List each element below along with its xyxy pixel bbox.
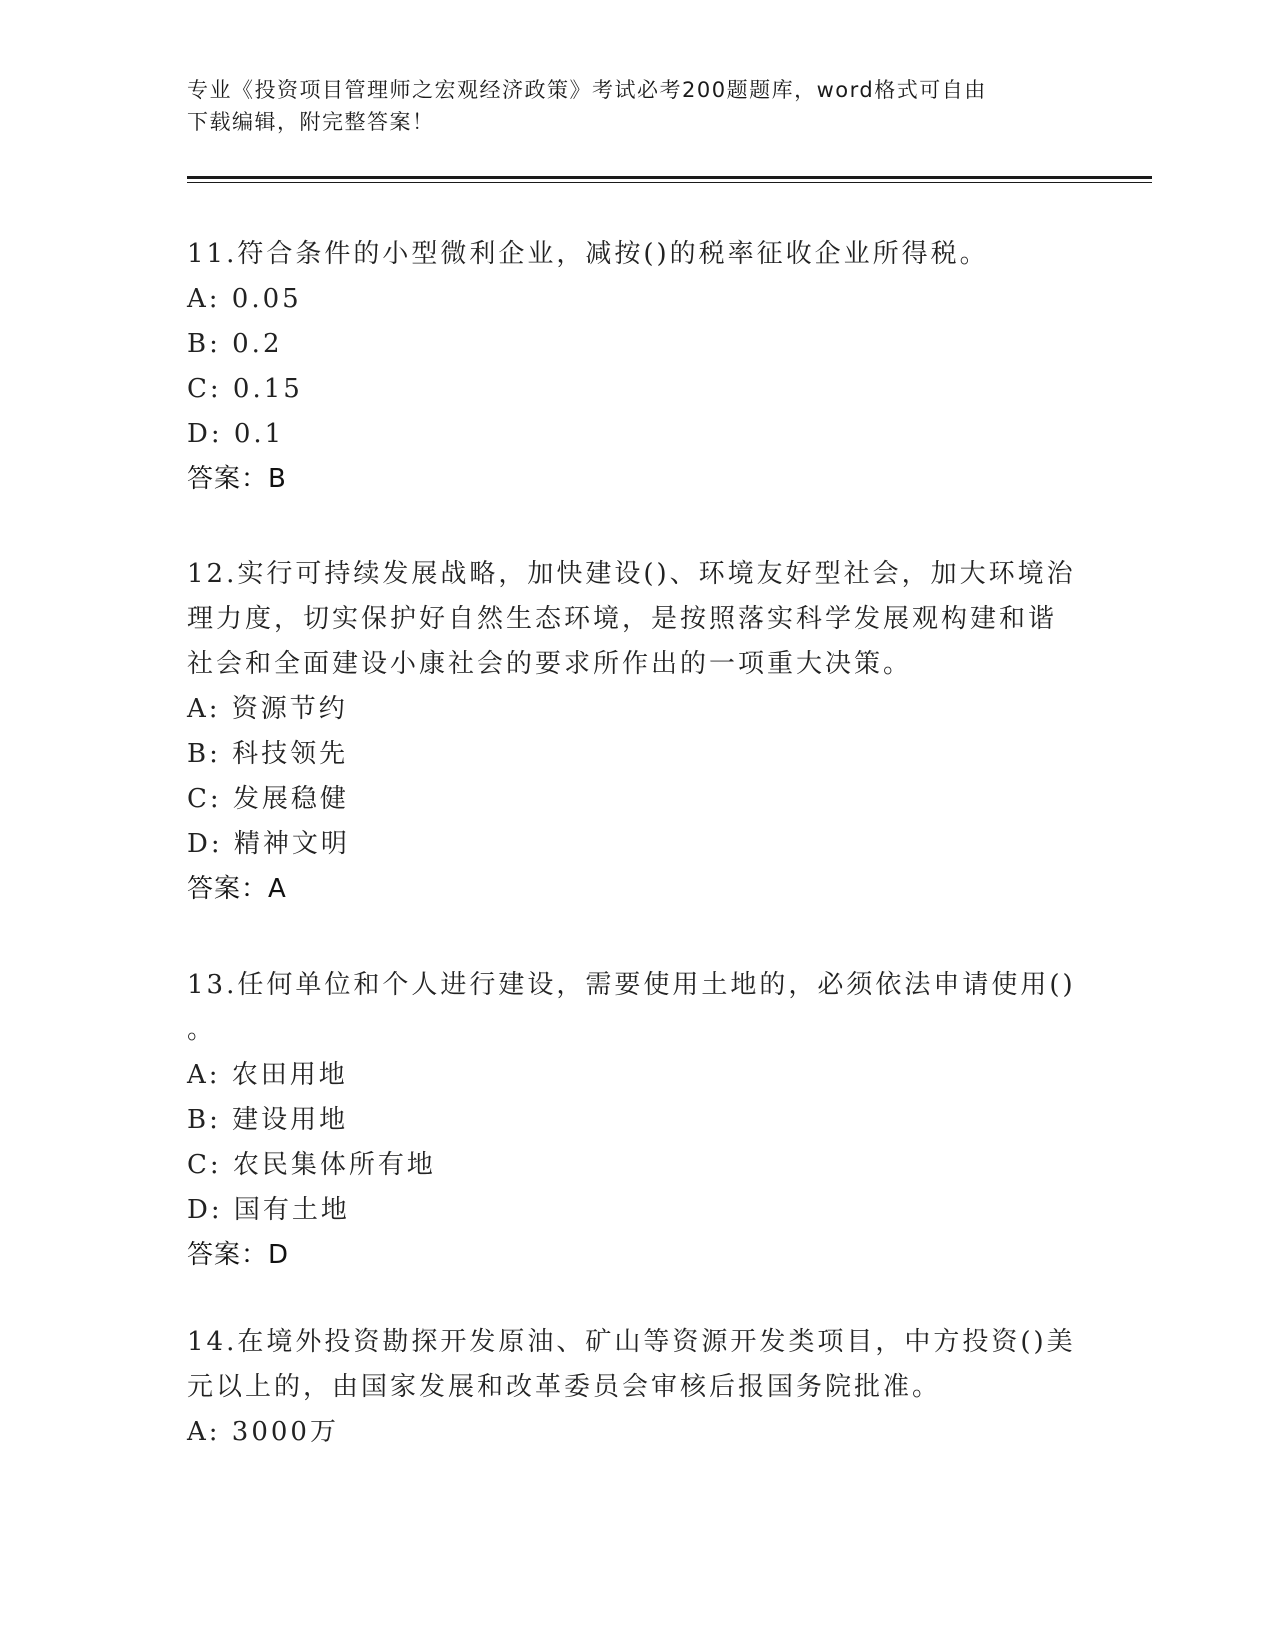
answer-label: 答案：A [187, 874, 287, 904]
question-stem-line-1: 13.任何单位和个人进行建设，需要使用土地的，必须依法申请使用() [187, 970, 1076, 1000]
question-11 [187, 232, 1087, 502]
header-intro-line-1: 专业《投资项目管理师之宏观经济政策》考试必考200题题库，word格式可自由 [187, 78, 987, 102]
option-a: A: 0.05 [187, 284, 302, 314]
question-stem-line-1: 14.在境外投资勘探开发原油、矿山等资源开发类项目，中方投资()美 [187, 1327, 1076, 1357]
question-stem-line-2: 。 [187, 1015, 217, 1045]
option-a: A: 农田用地 [187, 1060, 348, 1090]
option-c: C: 0.15 [187, 374, 303, 404]
question-stem: 11.符合条件的小型微利企业，减按()的税率征收企业所得税。 [187, 239, 989, 269]
header-divider-thick [187, 176, 1152, 179]
question-12 [187, 552, 1087, 912]
option-a: A: 资源节约 [187, 694, 348, 724]
option-a: A: 3000万 [187, 1417, 339, 1447]
header-divider-thin [187, 182, 1152, 183]
question-14 [187, 1320, 1087, 1455]
document-header [187, 74, 1067, 138]
option-c: C: 农民集体所有地 [187, 1150, 436, 1180]
header-intro-line-2: 下载编辑，附完整答案！ [187, 110, 435, 134]
answer-label: 答案：D [187, 1240, 290, 1270]
option-d: D: 精神文明 [187, 829, 350, 859]
option-d: D: 国有土地 [187, 1195, 350, 1225]
option-b: B: 0.2 [187, 329, 283, 359]
question-13 [187, 963, 1087, 1278]
option-d: D: 0.1 [187, 419, 285, 449]
option-b: B: 建设用地 [187, 1105, 349, 1135]
option-b: B: 科技领先 [187, 739, 349, 769]
option-c: C: 发展稳健 [187, 784, 349, 814]
question-stem-line-2: 元以上的，由国家发展和改革委员会审核后报国务院批准。 [187, 1372, 942, 1402]
answer-label: 答案：B [187, 464, 287, 494]
question-stem-line-3: 社会和全面建设小康社会的要求所作出的一项重大决策。 [187, 649, 913, 679]
question-stem-line-1: 12.实行可持续发展战略，加快建设()、环境友好型社会，加大环境治 [187, 559, 1076, 589]
question-stem-line-2: 理力度，切实保护好自然生态环境，是按照落实科学发展观构建和谐 [187, 604, 1058, 634]
